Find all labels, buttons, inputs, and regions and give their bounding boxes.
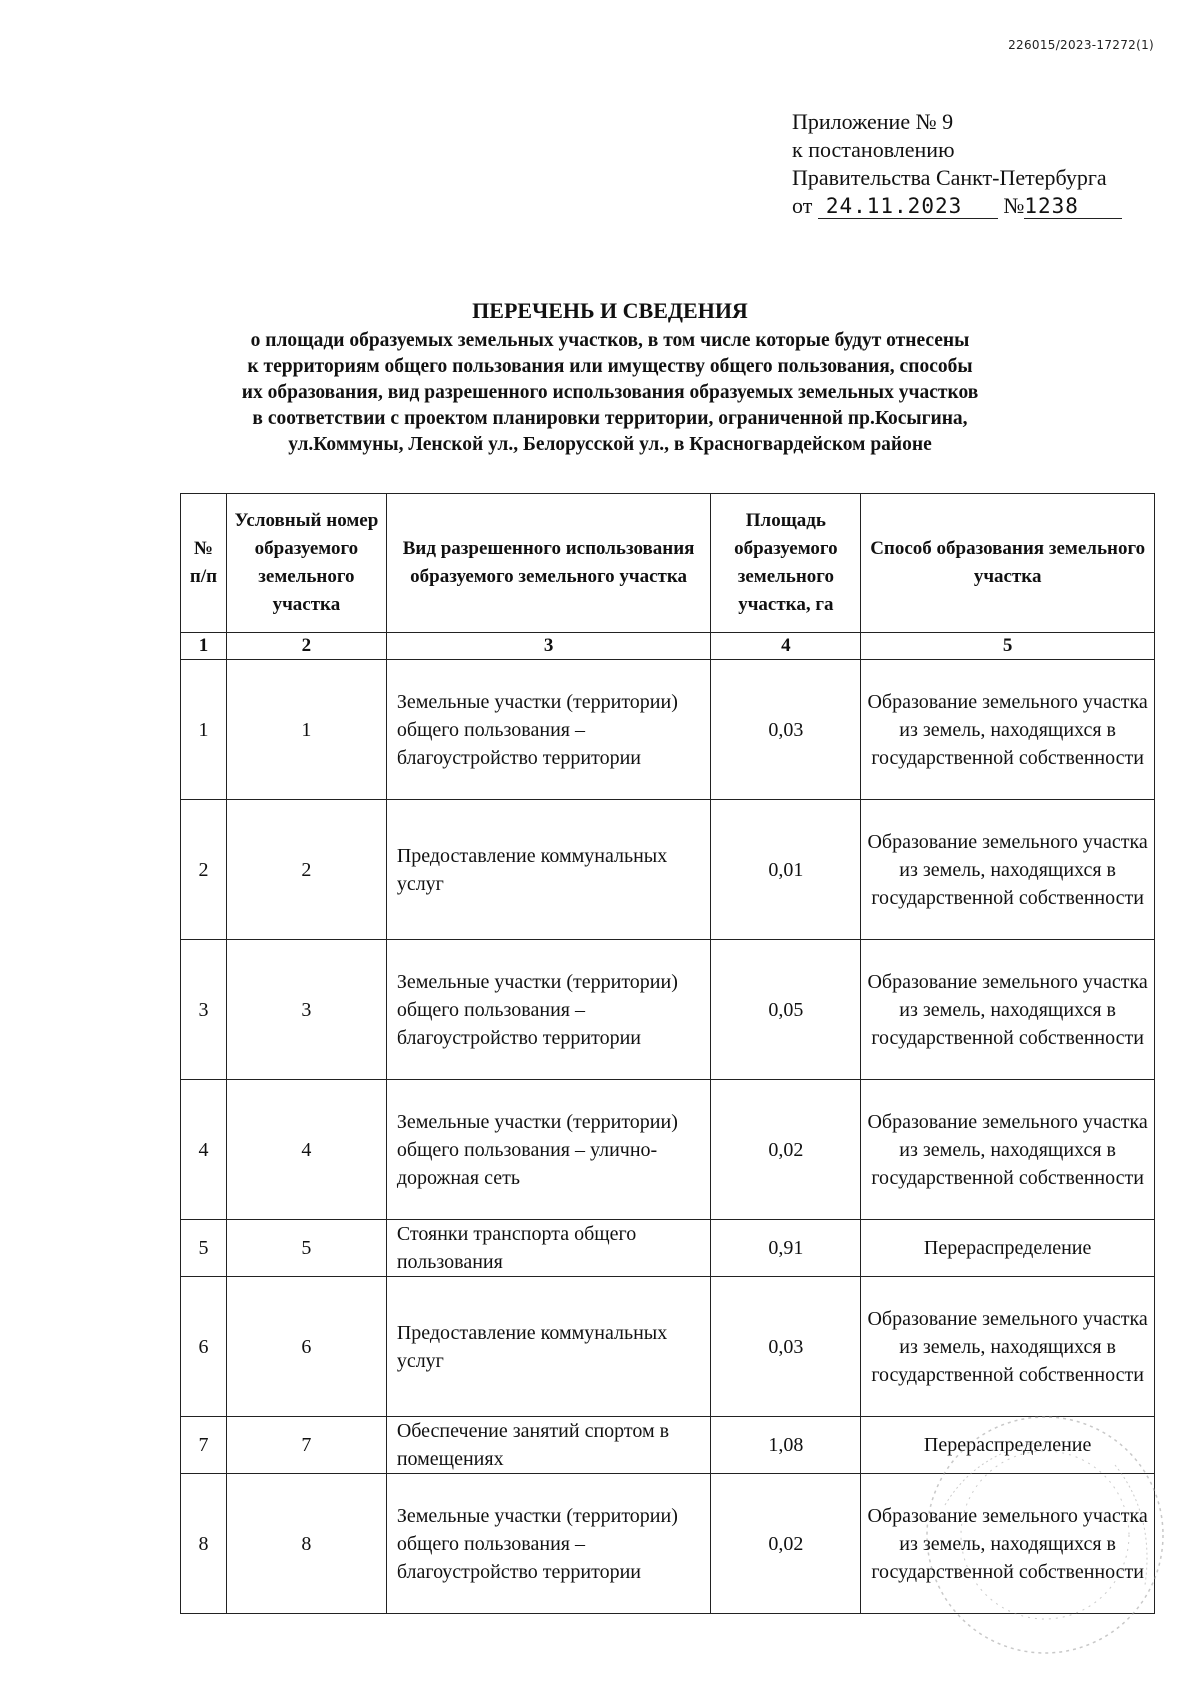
land-plots-table — [180, 493, 1155, 1614]
appendix-date-line — [792, 192, 1122, 220]
cell-permitted-use: Предоставление коммунальных услуг — [386, 1277, 711, 1417]
date-field — [818, 194, 998, 219]
cell-plot-number: 6 — [226, 1277, 386, 1417]
title-block — [170, 296, 1050, 458]
page-title: ПЕРЕЧЕНЬ И СВЕДЕНИЯ — [472, 298, 748, 323]
header-plot-number: Условный номер образуемого земельного участка — [226, 494, 386, 633]
cell-row-number: 6 — [181, 1277, 227, 1417]
subtitle-line-2: к территориям общего пользования или имуществу общего пользования, способы — [247, 356, 973, 377]
header-area: Площадь образуемого земельного участка, га — [711, 494, 861, 633]
cell-row-number: 1 — [181, 660, 227, 800]
cell-permitted-use: Земельные участки (территории) общего пользования – благоустройство территории — [386, 660, 711, 800]
cell-formation-method: Образование земельного участка из земель, находящихся в государственной собственности — [861, 1080, 1155, 1220]
subtitle-line-5: ул.Коммуны, Ленской ул., Белорусской ул., в Красногвардейском районе — [288, 434, 932, 455]
header-row-number: № п/п — [181, 494, 227, 633]
subtitle-line-4: в соответствии с проектом планировки территории, ограниченной пр.Косыгина, — [252, 408, 968, 429]
cell-plot-number: 2 — [226, 800, 386, 940]
cell-formation-method: Образование земельного участка из земель, находящихся в государственной собственности — [861, 1277, 1155, 1417]
column-number: 1 — [181, 633, 227, 660]
appendix-block — [792, 108, 1122, 220]
appendix-line-1: Приложение № 9 — [792, 109, 954, 134]
cell-area: 1,08 — [711, 1417, 861, 1474]
cell-formation-method: Перераспределение — [861, 1417, 1155, 1474]
cell-area: 0,01 — [711, 800, 861, 940]
number-field — [1024, 194, 1122, 219]
column-number: 3 — [386, 633, 711, 660]
header-permitted-use: Вид разрешенного использования образуемого земельного участка — [386, 494, 711, 633]
cell-permitted-use: Земельные участки (территории) общего пользования – благоустройство территории — [386, 940, 711, 1080]
cell-formation-method: Образование земельного участка из земель, находящихся в государственной собственности — [861, 940, 1155, 1080]
cell-permitted-use: Обеспечение занятий спортом в помещениях — [386, 1417, 711, 1474]
table-row — [181, 800, 1155, 940]
cell-row-number: 3 — [181, 940, 227, 1080]
cell-area: 0,03 — [711, 660, 861, 800]
column-number: 2 — [226, 633, 386, 660]
cell-row-number: 7 — [181, 1417, 227, 1474]
cell-plot-number: 7 — [226, 1417, 386, 1474]
date-prefix: от — [792, 193, 813, 218]
header-formation-method: Способ образования земельного участка — [861, 494, 1155, 633]
table-header-row — [181, 494, 1155, 633]
table-row — [181, 1277, 1155, 1417]
cell-area: 0,03 — [711, 1277, 861, 1417]
table-row — [181, 1220, 1155, 1277]
cell-area: 0,05 — [711, 940, 861, 1080]
cell-permitted-use: Земельные участки (территории) общего пользования – благоустройство территории — [386, 1474, 711, 1614]
cell-area: 0,91 — [711, 1220, 861, 1277]
table-row — [181, 1417, 1155, 1474]
column-number-row — [181, 633, 1155, 660]
cell-formation-method: Перераспределение — [861, 1220, 1155, 1277]
subtitle-line-1: о площади образуемых земельных участков, в том числе которые будут отнесены — [250, 330, 970, 351]
cell-formation-method: Образование земельного участка из земель, находящихся в государственной собственности — [861, 660, 1155, 800]
cell-plot-number: 5 — [226, 1220, 386, 1277]
date-value: 24.11.2023 — [825, 194, 963, 218]
cell-plot-number: 3 — [226, 940, 386, 1080]
table-row — [181, 940, 1155, 1080]
cell-formation-method: Образование земельного участка из земель, находящихся в государственной собственности — [861, 1474, 1155, 1614]
table-row — [181, 1080, 1155, 1220]
cell-row-number: 5 — [181, 1220, 227, 1277]
appendix-line-2: к постановлению — [792, 137, 955, 162]
cell-plot-number: 4 — [226, 1080, 386, 1220]
cell-row-number: 4 — [181, 1080, 227, 1220]
subtitle-line-3: их образования, вид разрешенного использования образуемых земельных участков — [241, 382, 979, 403]
column-number: 5 — [861, 633, 1155, 660]
cell-permitted-use: Земельные участки (территории) общего пользования – улично-дорожная сеть — [386, 1080, 711, 1220]
cell-row-number: 8 — [181, 1474, 227, 1614]
document-id: 226015/2023-17272(1) — [1008, 38, 1154, 52]
column-number: 4 — [711, 633, 861, 660]
cell-permitted-use: Предоставление коммунальных услуг — [386, 800, 711, 940]
cell-permitted-use: Стоянки транспорта общего пользования — [386, 1220, 711, 1277]
cell-plot-number: 1 — [226, 660, 386, 800]
number-prefix: № — [1003, 193, 1025, 218]
appendix-line-3: Правительства Санкт-Петербурга — [792, 165, 1107, 190]
cell-plot-number: 8 — [226, 1474, 386, 1614]
cell-row-number: 2 — [181, 800, 227, 940]
cell-area: 0,02 — [711, 1474, 861, 1614]
table-row — [181, 660, 1155, 800]
table-row — [181, 1474, 1155, 1614]
number-value: 1238 — [1024, 194, 1079, 218]
cell-area: 0,02 — [711, 1080, 861, 1220]
cell-formation-method: Образование земельного участка из земель, находящихся в государственной собственности — [861, 800, 1155, 940]
